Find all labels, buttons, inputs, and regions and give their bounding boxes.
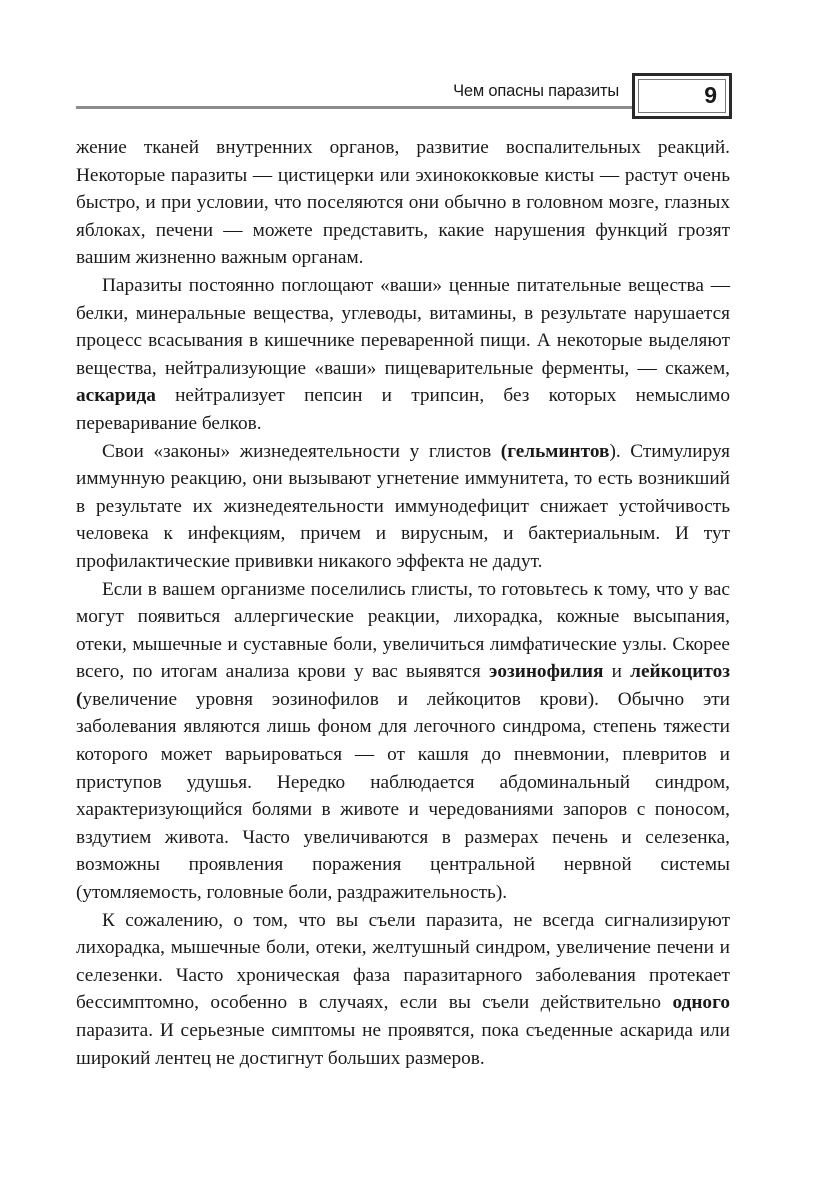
text-line: наблюдается абдоминальный синдром, характеризующийся болями	[76, 771, 730, 821]
text-line: коцитов крови). Обычно эти заболевания являются лишь фоном для	[76, 688, 730, 738]
paragraph-2	[76, 272, 730, 438]
text-line: тические узлы. Скорее всего, по итогам анализа крови у вас выявятся	[76, 633, 730, 683]
bold-term-helminths: (гельминтов	[500, 440, 610, 462]
text-line: те нарушается процесс всасывания в кишечнике переваренной пищи.	[76, 302, 730, 352]
text-line: и	[603, 661, 631, 683]
text-line: ние печени и селезенки. Часто хроническая фаза паразитарного забо	[76, 937, 730, 986]
page-number: 9	[704, 82, 717, 108]
text-line: ным, и бактериальным. И тут профилактические прививки никакого	[76, 523, 731, 572]
bold-term-eosinophilia: эозинофилия	[488, 661, 604, 683]
text-line: цит снижает устойчивость человека к инфекциям, причем и вирус	[76, 495, 731, 545]
text-line: увеличиваются в размерах печень и селезенка, возможны проявления	[76, 826, 731, 876]
text-line: мулируя иммунную реакцию, они вызывают угнетение иммунитета,	[76, 440, 730, 490]
bold-term-ascarida: аскарида	[76, 385, 156, 407]
bold-term-one: одного	[672, 992, 730, 1014]
text-line: левания протекает бессимптомно, особенно в случаях, если вы съели	[76, 964, 730, 1014]
text-line: син, без которых немыслимо переваривание белков.	[76, 385, 730, 434]
text-line: Если в вашем организме поселились глисты, то готовьтесь к тому,	[102, 578, 651, 600]
text-line: размеров.	[405, 1047, 485, 1069]
paragraph-3	[76, 438, 730, 576]
text-line: жение тканей внутренних органов, развитие воспалительных реакций.	[76, 137, 730, 158]
text-line: А некоторые выделяют вещества, нейтрализующие «ваши» пищевари	[76, 330, 730, 379]
header-rule	[76, 106, 632, 109]
text-line: ства — белки, минеральные вещества, углеводы, витамины, в результа	[76, 274, 731, 324]
text-line: пока съеденные аскарида или широкий лентец не достигнут больших	[76, 1020, 730, 1069]
text-line: ют лихорадка, мышечные боли, отеки, желтушный синдром, увеличе	[76, 909, 730, 959]
page-header	[0, 0, 817, 140]
text-line: очень быстро, и при условии, что поселяются они обычно в головном	[76, 164, 730, 214]
paragraph-4	[76, 576, 730, 907]
text-line: К сожалению, о том, что вы съели паразита, не всегда сигнализиру	[102, 909, 708, 931]
text-line: Некоторые паразиты — цистицерки или эхинококковые кисты — растут	[76, 164, 678, 186]
paragraph-5	[76, 907, 730, 1073]
text-line: эффекта не дадут.	[396, 550, 543, 572]
running-title: Чем опасны паразиты	[453, 82, 619, 100]
text-line: Свои «законы» жизнедеятельности у глистов	[102, 440, 501, 462]
text-line: в животе и чередованиями запоров с поносом, вздутием живота. Часто	[76, 799, 730, 848]
text-line: мозге, глазных яблоках, печени — можете представить, какие наруше	[76, 192, 730, 241]
page-number-box	[632, 73, 732, 119]
text-line: высыпания, отеки, мышечные и суставные боли, увеличиться лимфа	[76, 606, 730, 655]
text-line: увеличение уровня эозинофилов и лей	[82, 688, 456, 710]
text-line: ). Сти	[609, 440, 662, 462]
text-line: то есть возникший в результате их жизнедеятельности иммунодефи	[76, 468, 730, 517]
text-line: тельные ферменты, — скажем,	[466, 357, 730, 379]
text-line: что у вас могут появиться аллергические реакции, лихорадка, кожные	[76, 578, 730, 628]
text-line: нейтрализует пепсин и трип	[155, 385, 451, 407]
text-line: легочного синдрома, степень тяжести которого может варьировать	[76, 716, 730, 766]
text-line: боли, раздражительность).	[288, 882, 508, 904]
body-text	[76, 134, 730, 1072]
text-line: Паразиты постоянно поглощают «ваши» ценные питательные веще	[102, 274, 670, 296]
text-line: ния функций грозят вашим жизненно важным органам.	[76, 219, 730, 269]
text-line: ся — от кашля до пневмонии, плевритов и приступов удушья. Нередко	[76, 744, 730, 793]
text-line: поражения центральной нервной системы (утомляемость, головные	[76, 854, 731, 904]
text-line: паразита. И серьезные симптомы не проявятся,	[76, 1020, 475, 1041]
bold-term-leukocytosis: лейкоцитоз (	[76, 661, 730, 710]
text-line: действительно	[540, 992, 673, 1014]
paragraph-1	[76, 134, 730, 272]
